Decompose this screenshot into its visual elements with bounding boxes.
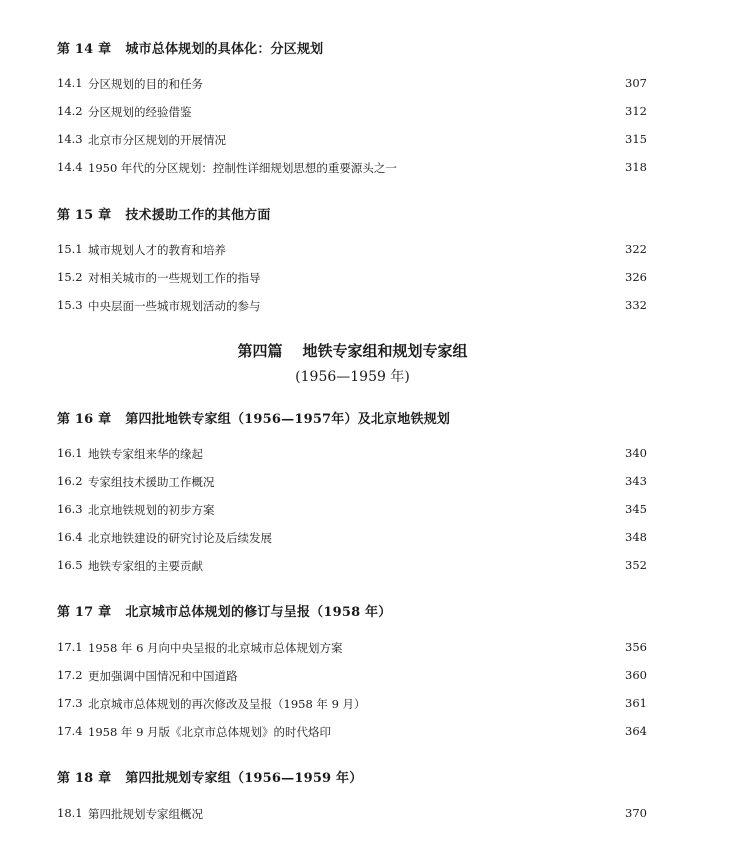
section-title: 北京市分区规划的开展情况 [88,133,226,147]
section-number: 14.3 [57,132,83,146]
section-number: 14.4 [57,160,83,174]
chapter-number: 第 15 章 [57,208,112,223]
toc-entry-14-2[interactable] [57,104,647,122]
section-title: 分区规划的经验借鉴 [88,105,192,119]
section-title: 1958 年 6 月向中央呈报的北京城市总体规划方案 [88,641,343,655]
section-title: 1950 年代的分区规划：控制性详细规划思想的重要源头之一 [88,161,397,175]
section-title: 第四批规划专家组概况 [88,807,203,821]
toc-entry-14-3[interactable] [57,132,647,150]
toc-entry-16-1[interactable] [57,446,647,464]
toc-entry-16-5[interactable] [57,558,647,576]
section-title: 专家组技术援助工作概况 [88,475,215,489]
page-number: 322 [625,242,647,256]
page-number: 340 [625,446,647,460]
section-number: 17.4 [57,724,83,738]
chapter-number: 第 18 章 [57,771,112,786]
page-number: 307 [625,76,647,90]
section-number: 17.2 [57,668,83,682]
chapter-title: 第四批地铁专家组（1956—1957年）及北京地铁规划 [125,412,451,427]
part-4-years: (1956—1959 年) [295,369,410,385]
toc-entry-14-4[interactable] [57,160,647,178]
page-number: 326 [625,270,647,284]
section-number: 16.1 [57,446,83,460]
toc-entry-17-3[interactable] [57,696,647,714]
section-number: 17.1 [57,640,83,654]
toc-entry-17-1[interactable] [57,640,647,658]
toc-entry-16-4[interactable] [57,530,647,548]
section-title: 北京地铁规划的初步方案 [88,503,215,517]
section-number: 16.3 [57,502,83,516]
page-number: 370 [625,806,647,820]
section-number: 16.5 [57,558,83,572]
toc-entry-17-2[interactable] [57,668,647,686]
chapter-title: 第四批规划专家组（1956—1959 年） [125,771,363,786]
chapter-number: 第 17 章 [57,605,112,620]
chapter-number: 第 14 章 [57,42,112,57]
chapter-15-heading [57,204,271,223]
section-title: 1958 年 9 月版《北京市总体规划》的时代烙印 [88,725,332,739]
section-number: 16.2 [57,474,83,488]
section-number: 18.1 [57,806,83,820]
section-title: 地铁专家组来华的缘起 [88,447,203,461]
section-title: 更加强调中国情况和中国道路 [88,669,238,683]
page-number: 318 [625,160,647,174]
section-title: 地铁专家组的主要贡献 [88,559,203,573]
page-number: 343 [625,474,647,488]
toc-entry-15-2[interactable] [57,270,647,288]
page-number: 361 [625,696,647,710]
section-title: 北京地铁建设的研究讨论及后续发展 [88,531,272,545]
section-title: 城市规划人才的教育和培养 [88,243,226,257]
section-number: 14.2 [57,104,83,118]
part-4-heading [0,340,705,361]
chapter-17-heading [57,601,391,620]
section-title: 分区规划的目的和任务 [88,77,203,91]
chapter-title: 北京城市总体规划的修订与呈报（1958 年） [125,605,392,620]
section-number: 15.3 [57,298,83,312]
page-number: 348 [625,530,647,544]
section-title: 北京城市总体规划的再次修改及呈报（1958 年 9 月） [88,697,366,711]
page-number: 364 [625,724,647,738]
toc-entry-16-3[interactable] [57,502,647,520]
section-title: 中央层面一些城市规划活动的参与 [88,299,261,313]
section-title: 对相关城市的一些规划工作的指导 [88,271,261,285]
toc-entry-17-4[interactable] [57,724,647,742]
section-number: 17.3 [57,696,83,710]
chapter-14-heading [57,38,323,57]
chapter-number: 第 16 章 [57,412,112,427]
toc-entry-15-1[interactable] [57,242,647,260]
chapter-18-heading [57,767,362,786]
page-number: 352 [625,558,647,572]
toc-entry-16-2[interactable] [57,474,647,492]
section-number: 16.4 [57,530,83,544]
part-number: 第四篇 [237,342,283,360]
section-number: 14.1 [57,76,83,90]
toc-entry-14-1[interactable] [57,76,647,94]
chapter-16-heading [57,408,450,427]
page-number: 345 [625,502,647,516]
page-number: 356 [625,640,647,654]
page-number: 332 [625,298,647,312]
toc-entry-18-1[interactable] [57,806,647,824]
toc-entry-15-3[interactable] [57,298,647,316]
chapter-title: 技术援助工作的其他方面 [125,208,271,223]
section-number: 15.1 [57,242,83,256]
section-number: 15.2 [57,270,83,284]
page-number: 312 [625,104,647,118]
part-title: 地铁专家组和规划专家组 [302,342,468,360]
page-number: 315 [625,132,647,146]
chapter-title: 城市总体规划的具体化：分区规划 [125,42,324,57]
page-number: 360 [625,668,647,682]
